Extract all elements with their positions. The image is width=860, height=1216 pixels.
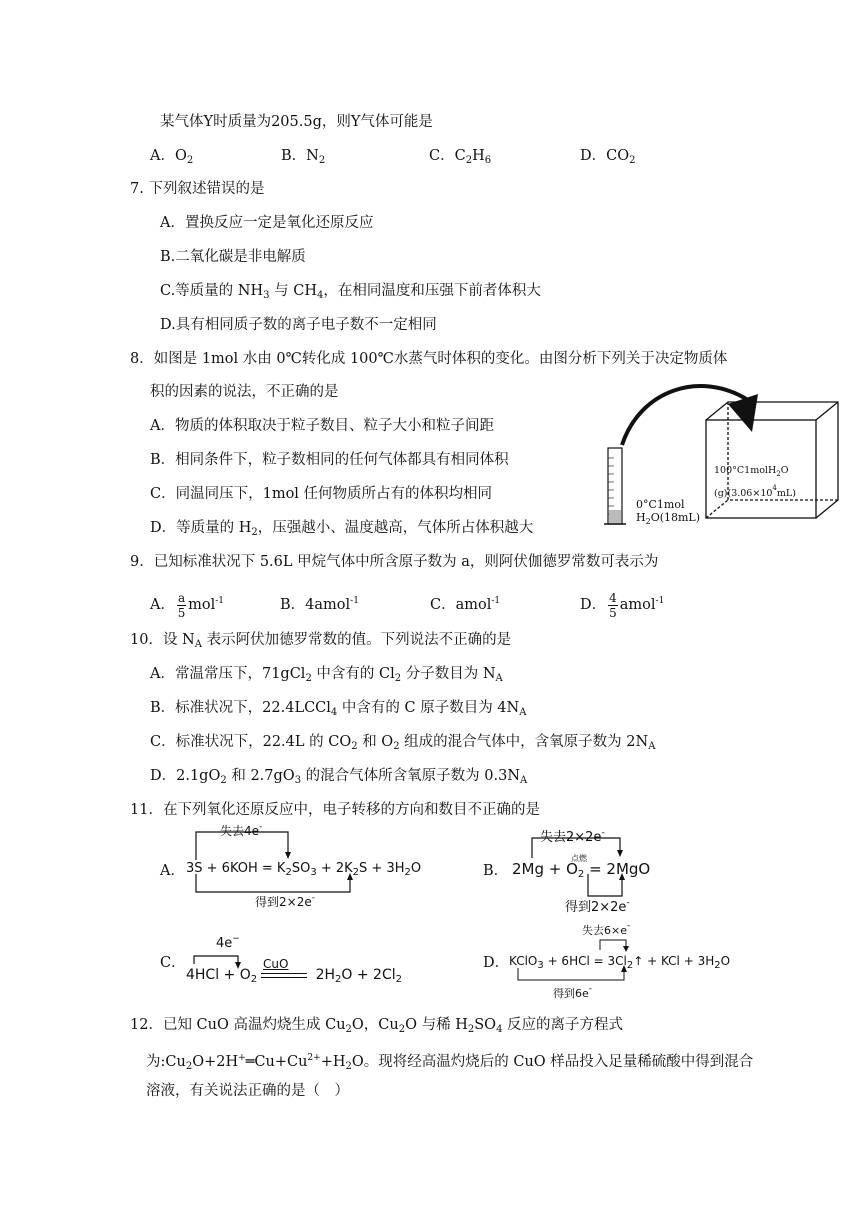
q12-line2: 为$:Cu_2O+2H^+═Cu+Cu^{2+}+H_2O$。现将经高温灼烧后的 CuO 样品投入足量稀硫酸中得到混合 (146, 1053, 754, 1072)
q11-d-bottom-label: 得到6e- (553, 984, 593, 1000)
q8-option-b: B．相同条件下，粒子数相同的任何气体都具有相同体积 (150, 452, 509, 468)
q7-option-d: D.具有相同质子数的离子电子数不一定相同 (160, 317, 437, 333)
q10-option-d: D．$2.1gO_2$ 和 $2.7gO_3$ 的混合气体所含氧原子数为 $0.3N_A$ (150, 768, 528, 786)
q11-b-label: B． (483, 863, 509, 879)
q8-option-d: D．等质量的 $H_2$，压强越小、温度越高，气体所占体积越大 (150, 520, 534, 538)
q7-option-b: B.二氧化碳是非电解质 (160, 249, 306, 265)
q6-option-b: B．$N_2$ (281, 148, 326, 166)
q8-option-a: A．物质的体积取决于粒子数目、粒子大小和粒子间距 (150, 418, 494, 434)
q11-c-equation: $4HCl + O_2$ $2H_2O + 2Cl_2$ (186, 967, 402, 985)
q9-option-b: B．4amol$^{-1}$ (280, 596, 359, 613)
q7-option-c: C.等质量的 $NH_3$ 与 $CH_4$，在相同温度和压强下前者体积大 (160, 283, 541, 301)
q6-option-a: A．$O_2$ (150, 148, 194, 166)
q9-option-c: C．amol$^{-1}$ (430, 596, 501, 613)
q12-line3: 溶液，有关说法正确的是（ ） (146, 1083, 349, 1099)
arrowhead-icon (728, 394, 758, 432)
q11-b-condition: 点燃 (571, 854, 587, 863)
q11-b-top-label: 失去2×2e- (540, 828, 605, 845)
q9-option-d: D． $\frac{4}{5}$ amol$^{-1}$ (580, 590, 665, 620)
q10-option-a: A．常温常压下，71gCl$_2$ 中含有的 $Cl_2$ 分子数目为 $N_A$ (150, 666, 503, 684)
q6-option-c: C．$C_2H_6$ (429, 148, 492, 166)
q11-b-bottom-label: 得到2×2e- (565, 898, 630, 915)
q11-a-bottom-label: 得到2×2e- (255, 893, 315, 909)
q11-a-label: A． (160, 863, 185, 879)
q11-d-label: D． (483, 955, 510, 971)
q11-c-catalyst: CuO (263, 957, 289, 971)
arrow-icon (622, 386, 748, 445)
q11-a-equation: $3S + 6KOH = K_2SO_3 + 2K_2S + 3H_2O$ (186, 861, 422, 878)
q11-d-top-label: 失去6×e- (582, 921, 631, 937)
cylinder-label: 0°C1mol $H_2O(18mL)$ (636, 498, 701, 526)
q7-option-a: A．置换反应一定是氧化还原反应 (160, 215, 374, 231)
q8-stem-line2: 积的因素的说法，不正确的是 (150, 384, 339, 400)
q11-c-label: C． (160, 955, 186, 971)
q12-line1: 12．已知 CuO 高温灼烧生成 $Cu_2O$，$Cu_2O$ 与稀 $H_2SO_4$ 反应的离子方程式 (130, 1017, 624, 1035)
q7-stem: 7. 下列叙述错误的是 (130, 181, 265, 197)
q8-stem-line1: 8．如图是 1mol 水由 0℃转化成 100℃水蒸气时体积的变化。由图分析下列关于决定物质体 (130, 351, 728, 367)
q11-c-top-label: 4e− (216, 934, 240, 951)
q8-option-c: C．同温同压下，1mol 任何物质所占有的体积均相同 (150, 486, 493, 502)
q6-stem: 某气体Y时质量为205.5g，则Y气体可能是 (160, 114, 433, 130)
q6-option-d: D．$CO_2$ (580, 148, 636, 166)
q10-stem: 10．设 $N_A$ 表示阿伏加德罗常数的值。下列说法不正确的是 (130, 632, 512, 650)
q11-a-top-label: 失去4e- (220, 822, 263, 838)
q9-stem: 9．已知标准状况下 5.6L 甲烷气体中所含原子数为 a，则阿伏伽德罗常数可表示为 (130, 554, 659, 570)
q10-option-c: C．标准状况下，22.4L 的 $CO_2$ 和 $O_2$ 组成的混合气体中，含氧原子数为 $2N_A$ (150, 734, 656, 752)
q11-b-equation: $2Mg + O_2 = 2MgO$ (512, 860, 651, 880)
q10-option-b: B．标准状况下，22.4LCCl$_4$ 中含有的 C 原子数目为 $4N_A$ (150, 700, 527, 718)
q11-d-equation: KClO$_3$ + $6HCl = 3Cl_2↑$ + KCl + $3H_2O$ (509, 954, 731, 971)
cube-label: 100°C1molH$_2$O $(g)(3.06\times 10^4mL)$ (714, 465, 796, 499)
q11-stem: 11．在下列氧化还原反应中，电子转移的方向和数目不正确的是 (130, 802, 540, 818)
q9-option-a: A． $\frac{a}{5}$ mol$^{-1}$ (150, 590, 225, 620)
